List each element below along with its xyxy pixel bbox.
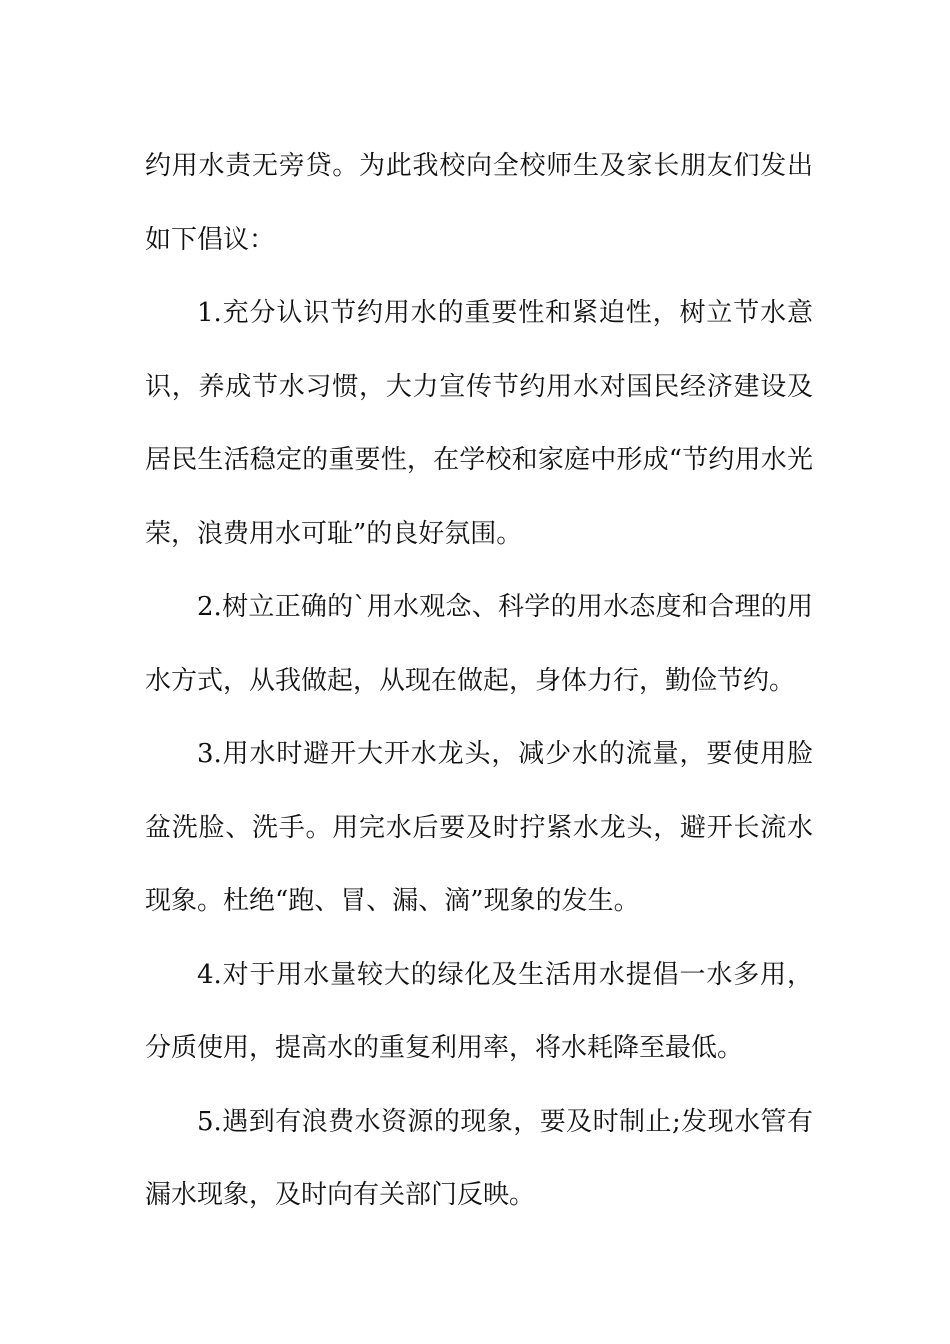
paragraph-item-3: 3.用水时避开大开水龙头，减少水的流量，要使用脸盆洗脸、洗手。用完水后要及时拧紧水龙头，避开长流水现象。杜绝“跑、冒、漏、滴”现象的发生。 [145, 739, 813, 916]
document-body [145, 130, 813, 1233]
paragraph-item-2: 2.树立正确的`用水观念、科学的用水态度和合理的用水方式，从我做起，从现在做起，身体力行，勤俭节约。 [145, 592, 813, 696]
paragraph-item-1: 1.充分认识节约用水的重要性和紧迫性，树立节水意识，养成节水习惯，大力宣传节约用水对国民经济建设及居民生活稳定的重要性，在学校和家庭中形成“节约用水光荣，浪费用水可耻”的良好氛围。 [145, 298, 813, 549]
paragraph-item-5: 5.遇到有浪费水资源的现象，要及时制止;发现水管有漏水现象，及时向有关部门反映。 [145, 1106, 813, 1210]
paragraph-continuation: 约用水责无旁贷。为此我校向全校师生及家长朋友们发出如下倡议： [145, 151, 813, 255]
paragraph-item-4: 4.对于用水量较大的绿化及生活用水提倡一水多用，分质使用，提高水的重复利用率，将水耗降至最低。 [145, 959, 813, 1063]
